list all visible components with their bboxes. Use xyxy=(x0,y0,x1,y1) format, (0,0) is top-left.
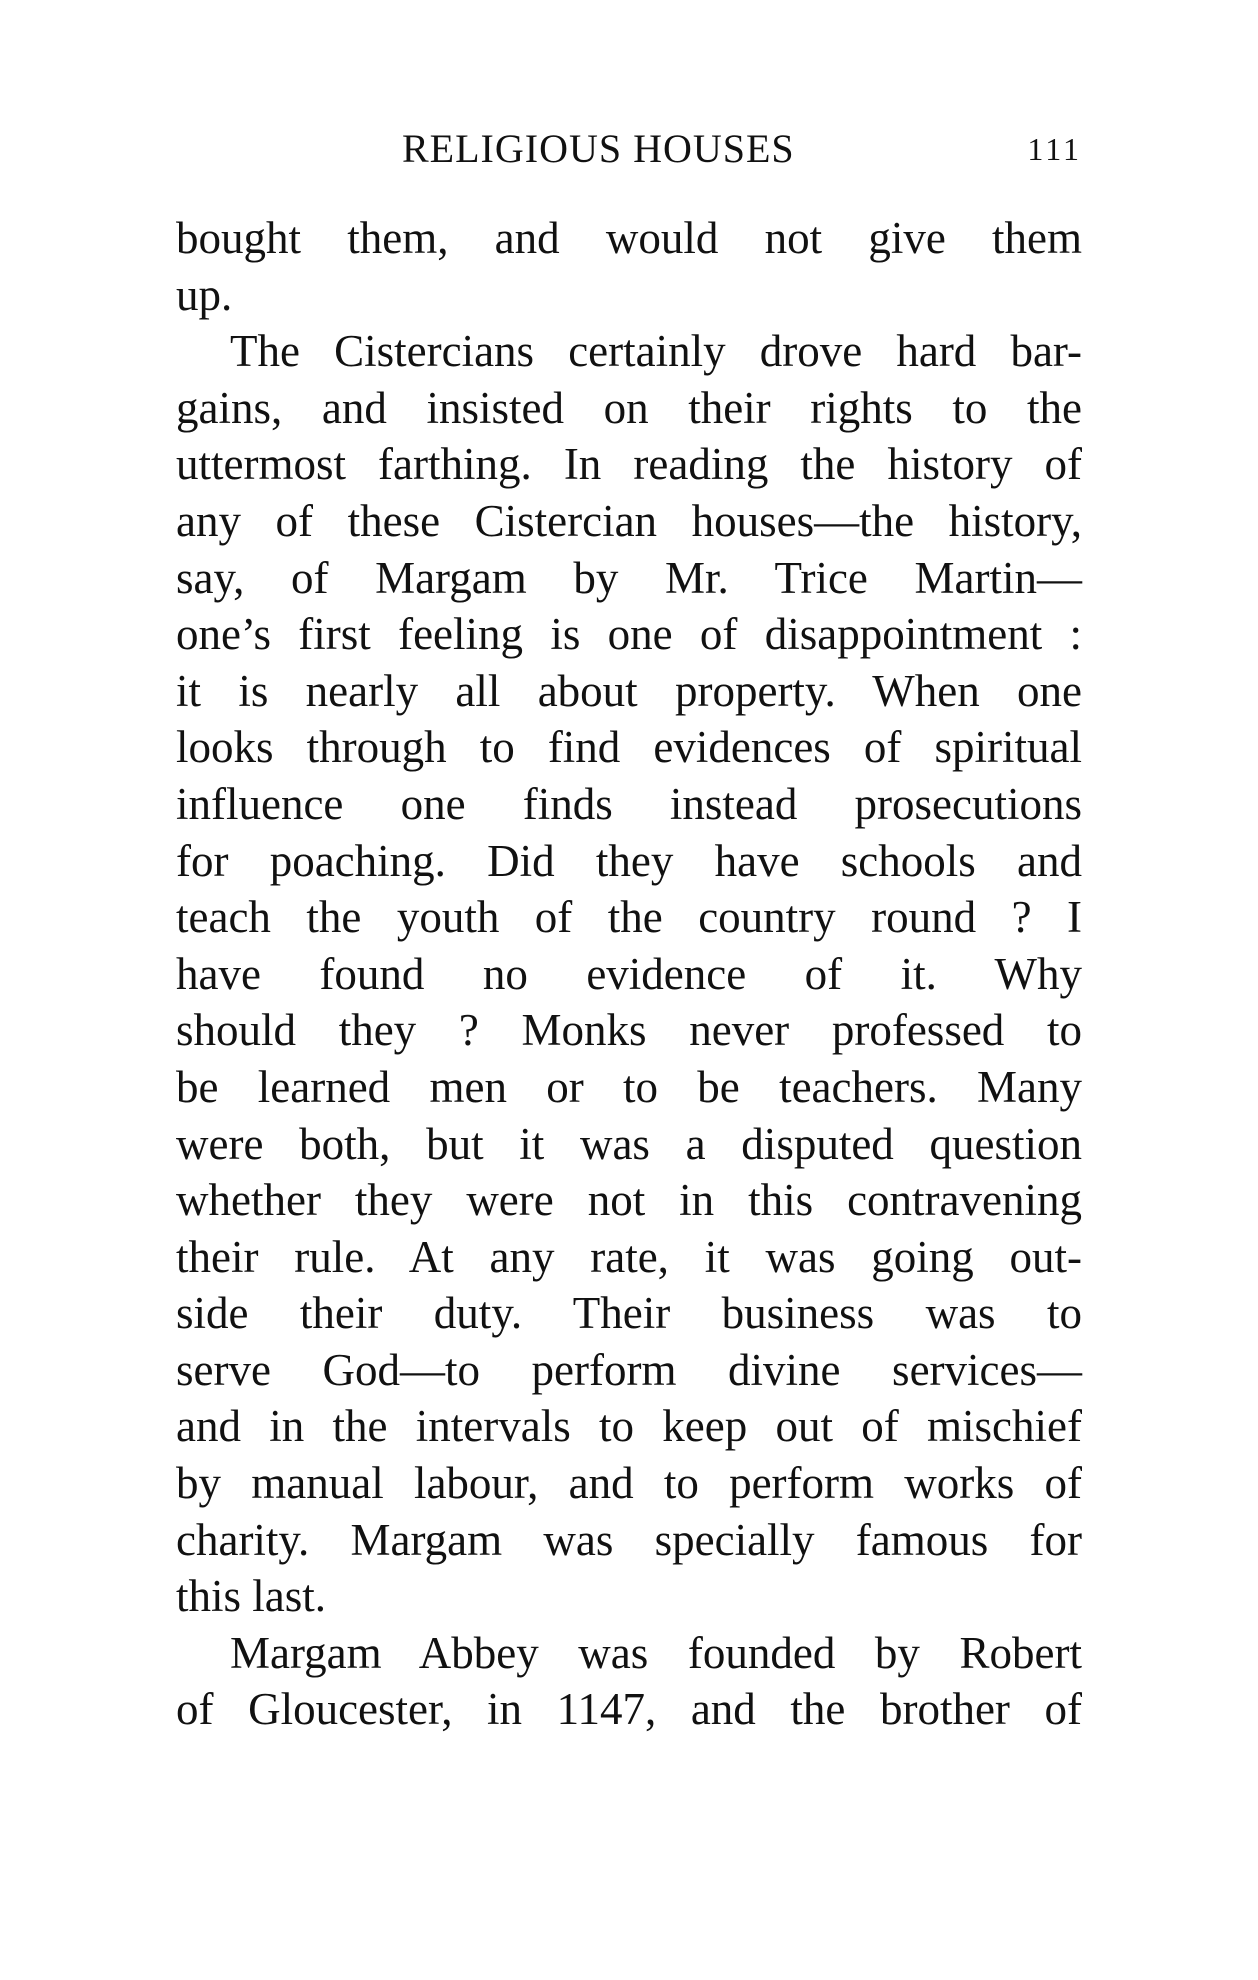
text-line: by manual labour, and to perform works of xyxy=(176,1458,1082,1509)
text-line: bought them, and would not give them xyxy=(176,213,1082,263)
text-line: of Gloucester, in 1147, and the brother of xyxy=(176,1684,1082,1735)
text-line: gains, and insisted on their rights to the xyxy=(176,382,1082,433)
text-line: side their duty. Their business was to xyxy=(176,1288,1082,1339)
text-line: Margam Abbey was founded by Robert xyxy=(230,1627,1082,1678)
text-line: be learned men or to be teachers. Many xyxy=(176,1061,1082,1112)
text-line: influence one finds instead prosecutions xyxy=(176,778,1082,829)
text-line: one’s first feeling is one of disappointment : xyxy=(176,609,1082,660)
text-line: up. xyxy=(176,269,233,320)
text-line: uttermost farthing. In reading the history of xyxy=(176,439,1082,490)
text-line: whether they were not in this contravening xyxy=(176,1175,1082,1226)
body-text xyxy=(176,210,1082,1738)
text-line: for poaching. Did they have schools and xyxy=(176,835,1082,886)
text-line: The Cistercians certainly drove hard bar- xyxy=(230,326,1082,377)
text-line: serve God—to perform divine services— xyxy=(176,1344,1082,1395)
text-line: should they ? Monks never professed to xyxy=(176,1005,1082,1056)
text-line: teach the youth of the country round ? I xyxy=(176,892,1082,943)
text-line: were both, but it was a disputed question xyxy=(176,1118,1082,1169)
text-line: say, of Margam by Mr. Trice Martin— xyxy=(176,552,1082,603)
text-line: and in the intervals to keep out of mischief xyxy=(176,1401,1082,1452)
text-line: charity. Margam was specially famous for xyxy=(176,1514,1082,1565)
text-line: their rule. At any rate, it was going out- xyxy=(176,1231,1082,1282)
page-number: 111 xyxy=(1027,131,1082,167)
running-header xyxy=(176,124,1082,174)
text-line: looks through to find evidences of spiritual xyxy=(176,722,1082,773)
text-line: this last. xyxy=(176,1571,327,1622)
running-title: RELIGIOUS HOUSES xyxy=(402,126,795,171)
text-line: have found no evidence of it. Why xyxy=(176,948,1082,999)
text-line: any of these Cistercian houses—the history, xyxy=(176,495,1082,546)
text-line: it is nearly all about property. When one xyxy=(176,665,1082,716)
